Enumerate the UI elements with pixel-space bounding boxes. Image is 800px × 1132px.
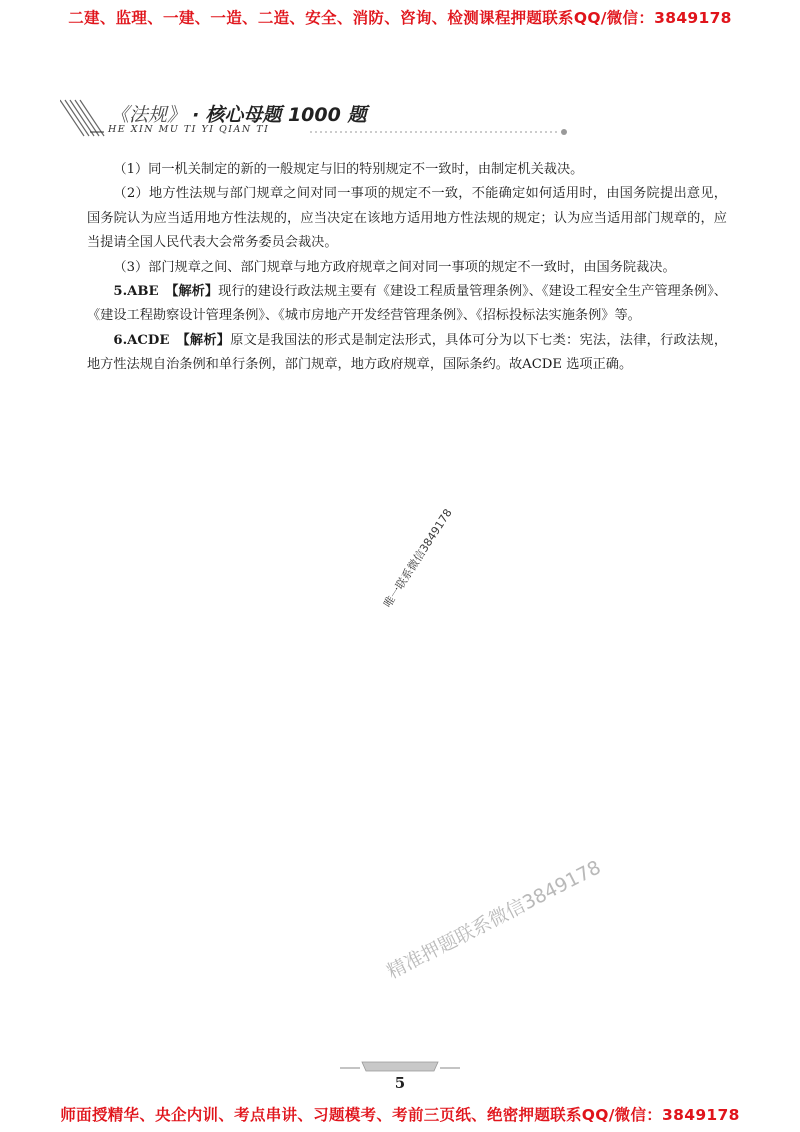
header-dot: · [192, 104, 200, 126]
series-name: 核心母题 1000 题 [205, 104, 367, 126]
watermark-small: 唯一联系微信3849178 [381, 506, 455, 611]
watermark-large: 精准押题联系微信3849178 [383, 856, 605, 984]
answer-5-key: 5.ABE [113, 284, 159, 300]
answer-5-tag: 【解析】 [171, 284, 219, 300]
header-pinyin: HE XIN MU TI YI QIAN TI [108, 124, 270, 135]
page-content [87, 158, 727, 378]
page-number: 5 [394, 1074, 406, 1092]
answer-6-tag: 【解析】 [183, 332, 231, 348]
paragraph-2: （2）地方性法规与部门规章之间对同一事项的规定不一致，不能确定如何适用时，由国务院提出意见，国务院认为应当适用地方性法规的，应当决定在该地方适用地方性法规的规定；认为应当适用部门规章的，应当提请全国人民代表大会常务委员会裁决。 [87, 186, 727, 251]
running-header-title [110, 100, 366, 127]
answer-6 [87, 329, 727, 378]
answer-5-text: 现行的建设行政法规主要有《建设工程质量管理条例》、《建设工程安全生产管理条例》、《建设工程勘察设计管理条例》、《城市房地产开发经营管理条例》、《招标投标法实施条例》等。 [87, 284, 727, 324]
paragraph-3: （3）部门规章之间、部门规章与地方政府规章之间对同一事项的规定不一致时，由国务院裁决。 [113, 259, 676, 275]
footer-tab-decoration [340, 1058, 460, 1074]
answer-6-text: 原文是我国法的形式是制定法形式，具体可分为以下七类：宪法，法律，行政法规，地方性法规自治条例和单行条例，部门规章，地方政府规章，国际条约。故ACDE 选项正确。 [87, 332, 728, 373]
answer-5 [87, 280, 727, 329]
top-promo-banner: 二建、监理、一建、一造、二造、安全、消防、咨询、检测课程押题联系QQ/微信：3849178 [68, 9, 732, 27]
paragraph-1: （1）同一机关制定的新的一般规定与旧的特别规定不一致时，由制定机关裁决。 [113, 162, 584, 177]
answer-6-key: 6.ACDE [113, 332, 170, 348]
book-name: 《法规》 [110, 104, 187, 126]
bottom-promo-banner: 师面授精华、央企内训、考点串讲、习题模考、考前三页纸、绝密押题联系QQ/微信：3849178 [60, 1106, 740, 1124]
